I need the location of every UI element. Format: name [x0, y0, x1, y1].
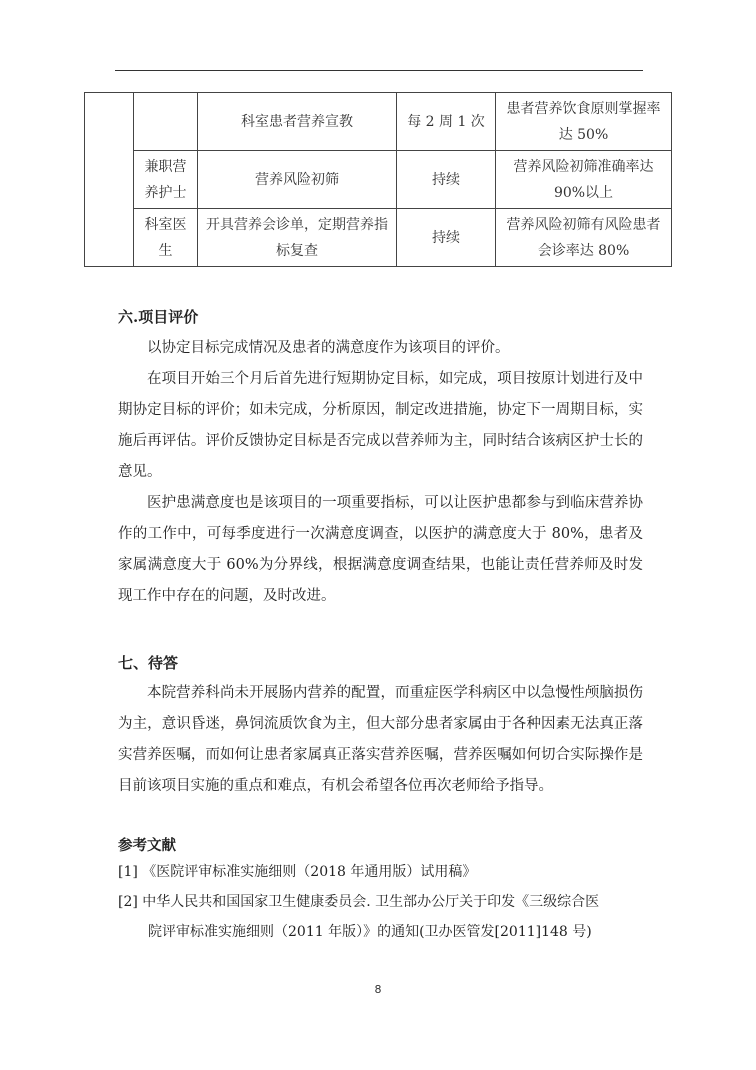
table-cell-role: 兼职营养护士	[134, 151, 198, 209]
table-cell-task: 营养风险初筛	[198, 151, 397, 209]
reference-item: [1] 《医院评审标准实施细则（2018 年通用版）试用稿》	[118, 864, 477, 880]
paragraph: 在项目开始三个月后首先进行短期协定目标，如完成，项目按原计划进行及中期协定目标的评价；如未完成，分析原因，制定改进措施，协定下一周期目标，实施后再评估。评价反馈协定目标是否完成以营养师为主，同时结合该病区护士长的意见。	[118, 371, 643, 480]
table-cell-frequency: 持续	[397, 151, 496, 209]
table-cell-role	[134, 93, 198, 151]
section-6-body	[118, 333, 643, 612]
paragraph: 本院营养科尚未开展肠内营养的配置，而重症医学科病区中以急慢性颅脑损伤为主，意识昏迷，鼻饲流质饮食为主，但大部分患者家属由于各种因素无法真正落实营养医嘱，而如何让患者家属真正落实营养医嘱，营养医嘱如何切合实际操作是目前该项目实施的重点和难点，有机会希望各位再次老师给予指导。	[118, 685, 643, 794]
table-row	[85, 209, 672, 267]
reference-item-continuation: 院评审标准实施细则（2011 年版）》的通知(卫办医管发[2011]148 号)	[148, 924, 592, 940]
page-number: 8	[374, 983, 382, 996]
table-cell-task: 科室患者营养宣教	[198, 93, 397, 151]
table-cell-frequency: 每 2 周 1 次	[397, 93, 496, 151]
header-rule	[115, 70, 643, 71]
references-heading: 参考文献	[118, 837, 176, 854]
table-cell-target: 营养风险初筛有风险患者会诊率达 80%	[496, 209, 672, 267]
table-cell-frequency: 持续	[397, 209, 496, 267]
table-cell-target: 营养风险初筛准确率达 90%以上	[496, 151, 672, 209]
table-cell-target: 患者营养饮食原则掌握率达 50%	[496, 93, 672, 151]
reference-item: [2] 中华人民共和国国家卫生健康委员会. 卫生部办公厅关于印发《三级综合医	[118, 894, 600, 910]
section-6-heading: 六.项目评价	[118, 308, 199, 326]
table-cell-merged	[85, 93, 134, 267]
table-cell-role: 科室医生	[134, 209, 198, 267]
table-cell-task: 开具营养会诊单，定期营养指标复查	[198, 209, 397, 267]
paragraph: 以协定目标完成情况及患者的满意度作为该项目的评价。	[147, 340, 510, 356]
paragraph: 医护患满意度也是该项目的一项重要指标，可以让医护患都参与到临床营养协作的工作中，可每季度进行一次满意度调查，以医护的满意度大于 80%，患者及家属满意度大于 60%为分界线，根据满意度调查结果，也能让责任营养师及时发现工作中存在的问题，及时改进。	[118, 495, 643, 604]
table-row	[85, 151, 672, 209]
responsibility-table	[84, 92, 672, 267]
table-row	[85, 93, 672, 151]
section-7-heading: 七、待答	[118, 654, 179, 672]
section-7-body	[118, 678, 643, 802]
references-list	[118, 857, 643, 947]
